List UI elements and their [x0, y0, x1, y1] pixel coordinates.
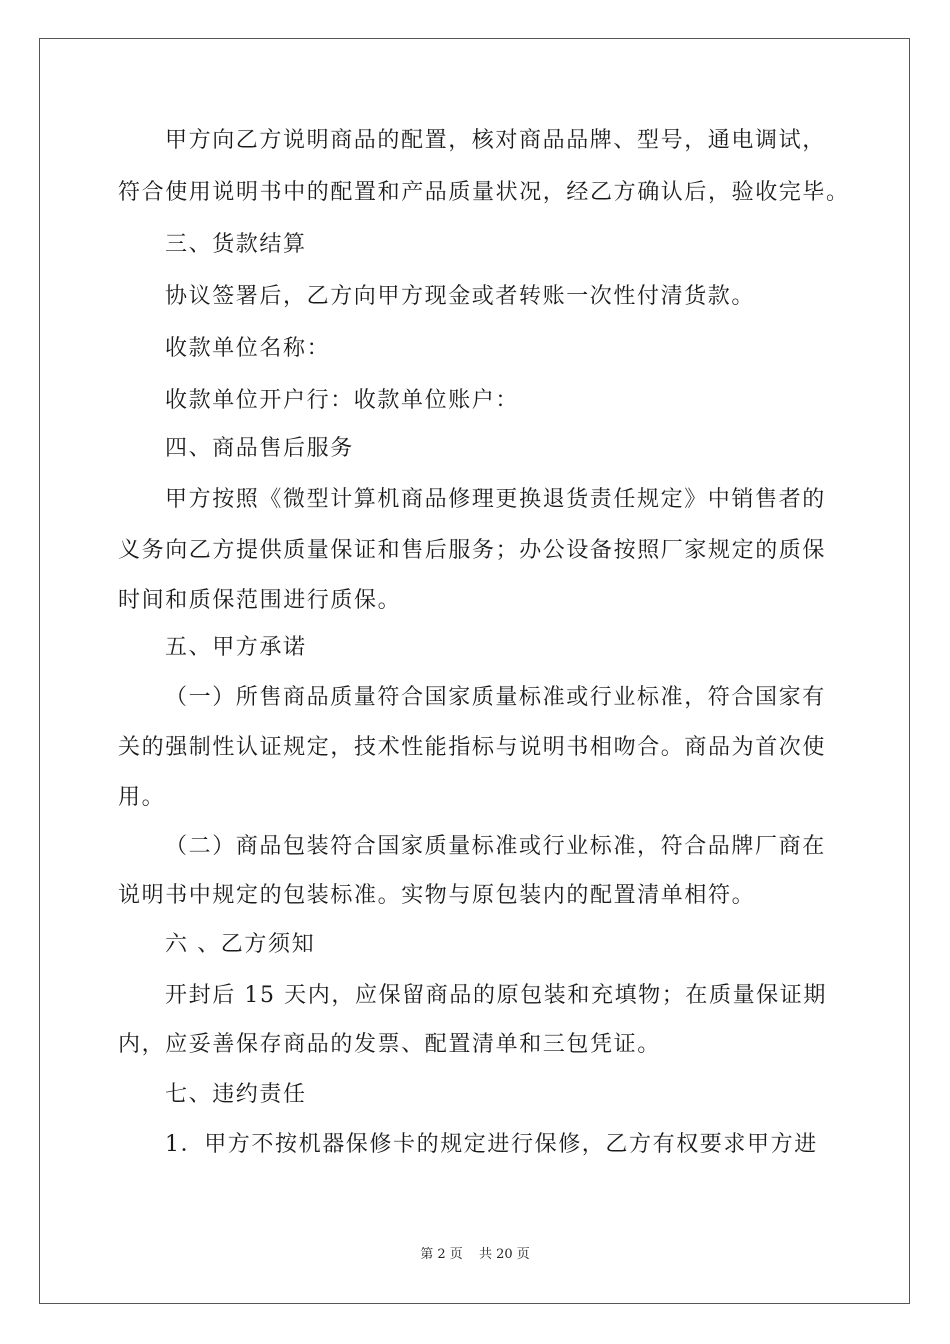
section-heading: 六 、乙方须知 — [165, 932, 316, 957]
section-heading: 五、甲方承诺 — [165, 635, 307, 660]
section-heading: 七、违约责任 — [165, 1082, 307, 1107]
text-line: （二）商品包装符合国家质量标准或行业标准，符合品牌厂商在 — [165, 834, 826, 859]
page-total: 共 20 页 — [478, 1247, 530, 1262]
text-line: 用。 — [118, 785, 166, 810]
text-line: 甲方按照《微型计算机商品修理更换退货责任规定》中销售者的 — [165, 487, 826, 512]
text-line: 1．甲方不按机器保修卡的规定进行保修，乙方有权要求甲方进 — [165, 1132, 818, 1157]
text-line: 收款单位名称： — [165, 336, 331, 361]
text-line: 关的强制性认证规定，技术性能指标与说明书相吻合。商品为首次使 — [118, 735, 827, 760]
text-line: 开封后 15 天内，应保留商品的原包装和充填物；在质量保证期 — [165, 983, 827, 1008]
page-border — [39, 38, 910, 1304]
text-line: 义务向乙方提供质量保证和售后服务；办公设备按照厂家规定的质保 — [118, 538, 827, 563]
text-line: 甲方向乙方说明商品的配置，核对商品品牌、型号，通电调试， — [165, 128, 826, 153]
text-line: 协议签署后，乙方向甲方现金或者转账一次性付清货款。 — [165, 284, 756, 309]
text-line: （一）所售商品质量符合国家质量标准或行业标准，符合国家有 — [165, 685, 826, 710]
section-heading: 三、货款结算 — [165, 232, 307, 257]
text-line: 内，应妥善保存商品的发票、配置清单和三包凭证。 — [118, 1032, 661, 1057]
text-line: 时间和质保范围进行质保。 — [118, 588, 402, 613]
page-footer — [0, 1246, 950, 1264]
section-heading: 四、商品售后服务 — [165, 436, 354, 461]
text-line: 符合使用说明书中的配置和产品质量状况，经乙方确认后，验收完毕。 — [118, 180, 850, 205]
text-line: 收款单位开户行：收款单位账户： — [165, 388, 520, 413]
page-number: 第 2 页 — [420, 1247, 463, 1262]
text-line: 说明书中规定的包装标准。实物与原包装内的配置清单相符。 — [118, 883, 756, 908]
